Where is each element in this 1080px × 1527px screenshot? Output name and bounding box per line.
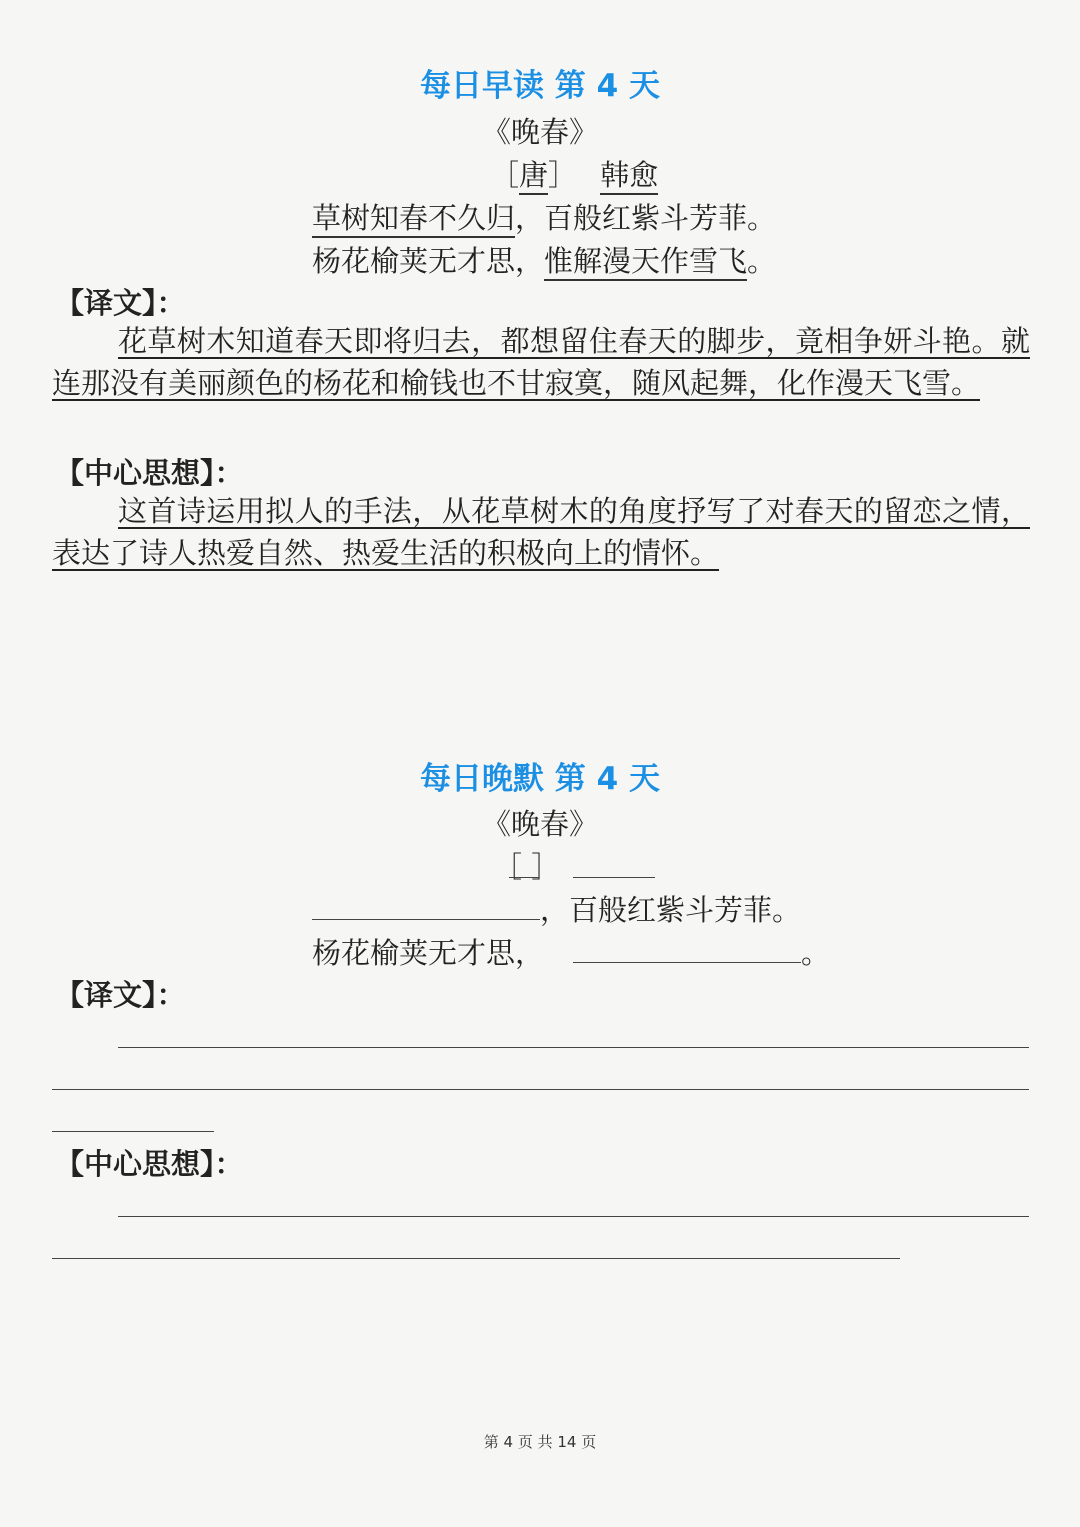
morning-author: 韩愈 [600,158,658,195]
page-number-footer: 第 4 页 共 14 页 [483,1433,597,1451]
morning-author-line [490,153,658,194]
morning-poem-line-1 [312,196,776,237]
morning-theme-heading: 【中心思想】： [55,456,244,490]
morning-poem-title: 《晚春》 [481,115,598,149]
evening-poem-title: 《晚春》 [481,807,598,841]
author-blank[interactable] [573,877,655,878]
theme-answer-line-1[interactable] [118,1216,1029,1217]
poem-line-2-first-half: 杨花榆荚无才思， [312,244,545,278]
poem-line-2-end: 。 [747,244,777,278]
dynasty-bracket-close: ］ [548,158,578,192]
evening-poem-line-2-given: 杨花榆荚无才思， [312,936,545,970]
evening-poem-line-1-given: ，百般红紫斗芳菲。 [540,893,802,927]
poem-line-2-second-half: 惟解漫天作雪飞 [544,244,747,281]
translation-answer-line-3[interactable] [52,1131,214,1132]
morning-poem-line-2 [312,239,776,280]
evening-title: 每日晚默 第 4 天 [420,761,660,797]
theme-answer-line-2[interactable] [52,1258,900,1259]
morning-translation-text [52,320,1030,404]
theme-body: 这首诗运用拟人的手法，从花草树木的角度抒写了对春天的留恋之情，表达了诗人热爱自然、热爱生活的积极向上的情怀。 [52,494,1030,570]
poem-line-1-second-half: 百般红紫斗芳菲。 [544,201,777,235]
dynasty-bracket-open: ［ [490,158,520,192]
translation-answer-line-1[interactable] [118,1047,1029,1048]
evening-poem-line-2-end: 。 [801,936,831,970]
translation-body: 花草树木知道春天即将归去，都想留住春天的脚步，竟相争妍斗艳。就连那没有美丽颜色的杨花和榆钱也不甘寂寞，随风起舞，化作漫天飞雪。 [52,324,1030,400]
evening-dynasty-bracket: ［ ］ [493,850,561,884]
evening-translation-heading: 【译文】： [55,978,186,1012]
evening-theme-heading: 【中心思想】： [55,1147,244,1181]
morning-theme-text [52,490,1030,574]
poem-line-1-first-half: 草树知春不久归 [312,201,515,238]
poem-line-2-blank[interactable] [573,962,801,963]
poem-line-1-blank[interactable] [312,919,540,920]
dynasty-blank[interactable] [509,877,539,878]
morning-translation-heading: 【译文】： [55,286,186,320]
morning-title: 每日早读 第 4 天 [420,68,660,104]
poem-line-1-separator: ， [515,201,545,235]
translation-answer-line-2[interactable] [52,1089,1029,1090]
morning-dynasty: 唐 [519,158,548,195]
